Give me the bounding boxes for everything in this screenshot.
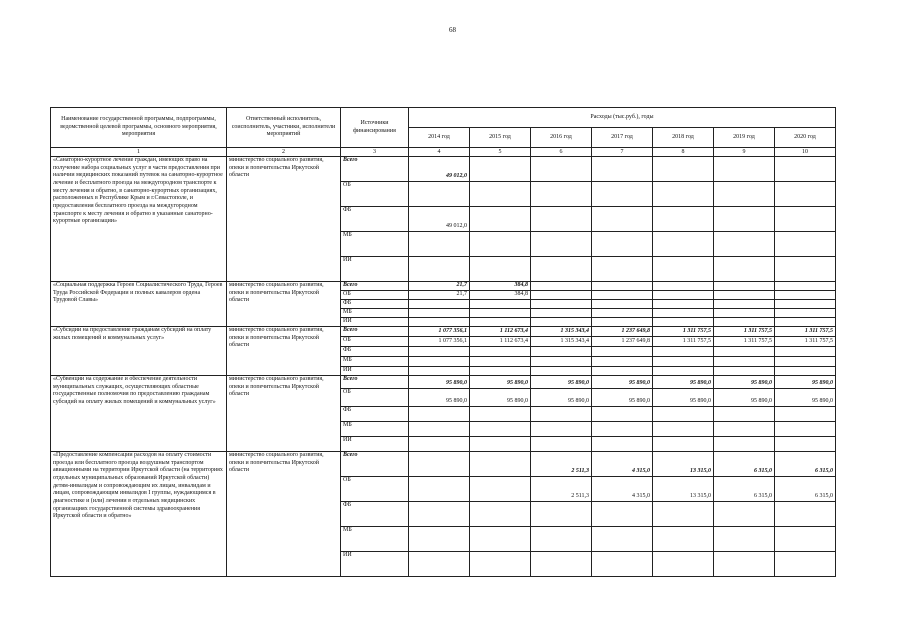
funding-source-label: МБ	[341, 422, 409, 437]
amount-cell	[714, 318, 775, 327]
table-row	[51, 376, 836, 389]
funding-source-label: Всего	[341, 282, 409, 291]
amount-cell: 2 511,3	[531, 477, 592, 502]
funding-source-label: МБ	[341, 527, 409, 552]
funding-source-label: МБ	[341, 309, 409, 318]
column-number: 5	[470, 148, 531, 157]
amount-cell	[409, 407, 470, 422]
header-year: 2016 год	[531, 128, 592, 148]
amount-cell	[592, 207, 653, 232]
amount-cell	[409, 347, 470, 357]
amount-cell	[714, 309, 775, 318]
funding-source-label: Всего	[341, 452, 409, 477]
amount-cell: 1 112 673,4	[470, 327, 531, 337]
amount-cell: 95 890,0	[531, 389, 592, 407]
amount-cell: 1 311 757,5	[775, 327, 836, 337]
amount-cell	[592, 357, 653, 367]
amount-cell: 13 315,0	[653, 452, 714, 477]
amount-cell: 95 890,0	[653, 376, 714, 389]
amount-cell	[592, 182, 653, 207]
amount-cell	[714, 367, 775, 376]
amount-cell: 95 890,0	[470, 376, 531, 389]
amount-cell	[531, 552, 592, 577]
table-row	[51, 157, 836, 182]
amount-cell: 6 315,0	[775, 477, 836, 502]
amount-cell	[775, 309, 836, 318]
amount-cell	[653, 407, 714, 422]
amount-cell	[470, 182, 531, 207]
funding-source-label: ОБ	[341, 182, 409, 207]
amount-cell	[470, 347, 531, 357]
funding-source-label: ИИ	[341, 318, 409, 327]
amount-cell	[409, 422, 470, 437]
amount-cell	[409, 257, 470, 282]
amount-cell	[775, 182, 836, 207]
amount-cell	[470, 300, 531, 309]
amount-cell	[531, 347, 592, 357]
amount-cell	[653, 309, 714, 318]
amount-cell	[775, 318, 836, 327]
amount-cell	[653, 437, 714, 452]
program-name-cell: «Санаторно-курортное лечение граждан, имеющих право на получение набора социальных услуг в части предоставления при наличии медицинских показаний путевок на санаторно-курортное лечение и бесплатного проезда на междугородном транспорте к месту лечения и обратно, в санаторно-курортных организациях, расположенных в Республике Крым и г.Севастополе, и предоставления бесплатного проезда на междугородном транспорте к месту лечения и обратно в указанные санаторно-курортные организации»	[51, 157, 227, 282]
amount-cell	[653, 357, 714, 367]
amount-cell	[531, 309, 592, 318]
amount-cell	[470, 552, 531, 577]
amount-cell: 384,8	[470, 282, 531, 291]
header-program-name: Наименование государственной программы, подпрограммы, ведомственной целевой программы, основного мероприятия, мероприятия	[51, 108, 227, 148]
amount-cell	[470, 527, 531, 552]
header-year: 2015 год	[470, 128, 531, 148]
amount-cell	[653, 257, 714, 282]
funding-source-label: МБ	[341, 357, 409, 367]
amount-cell: 21,7	[409, 282, 470, 291]
amount-cell	[531, 527, 592, 552]
amount-cell	[592, 422, 653, 437]
funding-source-label: Всего	[341, 376, 409, 389]
amount-cell	[409, 318, 470, 327]
funding-source-label: ФБ	[341, 207, 409, 232]
program-name-cell: «Предоставление компенсации расходов на оплату стоимости проезда или бесплатного проезда воздушным транспортом авиационными на территории Иркутской области (на территориях отдельных муниципальных образований Иркутской области) детям-инвалидам и сопровождающим их лицам, инвалидам и лицам, сопровождающим инвалидов I группы, нуждающимся в диагностике и (или) лечении в отдельных медицинских организациях государственной системы здравоохранения Иркутской области и обратно»	[51, 452, 227, 577]
executor-cell: министерство социального развития, опеки и попечительства Иркутской области	[227, 282, 341, 327]
amount-cell	[592, 367, 653, 376]
amount-cell	[775, 422, 836, 437]
amount-cell: 95 890,0	[409, 389, 470, 407]
amount-cell	[653, 207, 714, 232]
column-number: 2	[227, 148, 341, 157]
amount-cell	[592, 527, 653, 552]
amount-cell	[592, 300, 653, 309]
amount-cell	[592, 282, 653, 291]
amount-cell	[470, 207, 531, 232]
amount-cell	[470, 437, 531, 452]
column-number: 8	[653, 148, 714, 157]
amount-cell	[653, 367, 714, 376]
column-number: 9	[714, 148, 775, 157]
amount-cell: 95 890,0	[470, 389, 531, 407]
amount-cell: 95 890,0	[714, 376, 775, 389]
amount-cell	[592, 157, 653, 182]
amount-cell: 1 077 356,1	[409, 327, 470, 337]
amount-cell	[409, 367, 470, 376]
amount-cell	[653, 347, 714, 357]
amount-cell	[714, 407, 775, 422]
program-name-cell: «Субсидии на предоставление гражданам субсидий на оплату жилых помещений и коммунальных услуг»	[51, 327, 227, 376]
amount-cell	[409, 182, 470, 207]
header-expenses: Расходы (тыс.руб.), годы	[409, 108, 836, 128]
financing-table	[50, 107, 836, 577]
executor-cell: министерство социального развития, опеки и попечительства Иркутской области	[227, 452, 341, 577]
amount-cell: 1 311 757,5	[775, 337, 836, 347]
amount-cell	[592, 437, 653, 452]
funding-source-label: ОБ	[341, 337, 409, 347]
amount-cell	[775, 282, 836, 291]
funding-source-label: ФБ	[341, 502, 409, 527]
funding-source-label: ФБ	[341, 300, 409, 309]
amount-cell: 384,8	[470, 291, 531, 300]
amount-cell	[775, 347, 836, 357]
amount-cell	[775, 232, 836, 257]
amount-cell	[714, 552, 775, 577]
program-name-cell: «Субвенции на содержание и обеспечение деятельности муниципальных служащих, осуществляющих областные государственные полномочия по предоставлению гражданам субсидий на оплату жилых помещений и коммунальных услуг»	[51, 376, 227, 452]
amount-cell	[531, 367, 592, 376]
executor-cell: министерство социального развития, опеки и попечительства Иркутской области	[227, 327, 341, 376]
funding-source-label: МБ	[341, 232, 409, 257]
amount-cell	[531, 318, 592, 327]
amount-cell	[531, 282, 592, 291]
amount-cell	[592, 291, 653, 300]
amount-cell: 95 890,0	[775, 389, 836, 407]
funding-source-label: ОБ	[341, 389, 409, 407]
amount-cell: 95 890,0	[775, 376, 836, 389]
amount-cell	[653, 422, 714, 437]
amount-cell: 49 012,0	[409, 157, 470, 182]
amount-cell	[775, 257, 836, 282]
amount-cell	[653, 182, 714, 207]
header-year: 2018 год	[653, 128, 714, 148]
program-name-cell: «Социальная поддержка Героев Социалистического Труда, Героев Труда Российской Федерации и полных кавалеров ордена Трудовой Славы»	[51, 282, 227, 327]
amount-cell	[714, 232, 775, 257]
amount-cell: 1 311 757,5	[653, 327, 714, 337]
column-number-row	[51, 148, 836, 157]
amount-cell	[409, 502, 470, 527]
executor-cell: министерство социального развития, опеки и попечительства Иркутской области	[227, 376, 341, 452]
amount-cell	[470, 232, 531, 257]
amount-cell	[531, 407, 592, 422]
funding-source-label: Всего	[341, 157, 409, 182]
column-number: 4	[409, 148, 470, 157]
funding-source-label: ФБ	[341, 407, 409, 422]
amount-cell	[531, 257, 592, 282]
amount-cell	[531, 502, 592, 527]
amount-cell	[653, 282, 714, 291]
amount-cell	[653, 232, 714, 257]
amount-cell: 21,7	[409, 291, 470, 300]
amount-cell	[409, 477, 470, 502]
header-year: 2014 год	[409, 128, 470, 148]
column-number: 6	[531, 148, 592, 157]
amount-cell	[775, 357, 836, 367]
amount-cell	[714, 527, 775, 552]
amount-cell	[470, 318, 531, 327]
amount-cell: 1 311 757,5	[714, 327, 775, 337]
amount-cell	[409, 527, 470, 552]
table-body	[51, 157, 836, 577]
amount-cell	[775, 367, 836, 376]
header-executor: Ответственный исполнитель, соисполнитель, участники, исполнители мероприятий	[227, 108, 341, 148]
amount-cell: 4 315,0	[592, 452, 653, 477]
column-number: 1	[51, 148, 227, 157]
amount-cell	[775, 552, 836, 577]
amount-cell	[653, 527, 714, 552]
amount-cell: 49 012,0	[409, 207, 470, 232]
amount-cell	[470, 357, 531, 367]
amount-cell: 1 315 343,4	[531, 337, 592, 347]
amount-cell	[470, 157, 531, 182]
amount-cell: 95 890,0	[531, 376, 592, 389]
amount-cell: 1 315 343,4	[531, 327, 592, 337]
amount-cell	[592, 407, 653, 422]
amount-cell: 1 077 356,1	[409, 337, 470, 347]
amount-cell	[653, 552, 714, 577]
amount-cell	[653, 300, 714, 309]
amount-cell	[531, 232, 592, 257]
funding-source-label: ОБ	[341, 291, 409, 300]
amount-cell	[531, 300, 592, 309]
amount-cell: 4 315,0	[592, 477, 653, 502]
amount-cell	[470, 309, 531, 318]
amount-cell	[531, 437, 592, 452]
amount-cell	[653, 157, 714, 182]
amount-cell	[470, 477, 531, 502]
funding-source-label: ОБ	[341, 477, 409, 502]
column-number: 10	[775, 148, 836, 157]
funding-source-label: Всего	[341, 327, 409, 337]
amount-cell	[775, 527, 836, 552]
amount-cell: 6 315,0	[714, 452, 775, 477]
amount-cell	[409, 357, 470, 367]
amount-cell	[592, 502, 653, 527]
funding-source-label: ФБ	[341, 347, 409, 357]
amount-cell	[714, 347, 775, 357]
amount-cell	[653, 318, 714, 327]
amount-cell	[409, 232, 470, 257]
header-funding-source: Источники финансирования	[341, 108, 409, 148]
amount-cell: 95 890,0	[409, 376, 470, 389]
amount-cell	[714, 207, 775, 232]
amount-cell	[775, 437, 836, 452]
amount-cell	[714, 182, 775, 207]
amount-cell	[714, 157, 775, 182]
amount-cell	[592, 232, 653, 257]
page-number: 68	[449, 26, 456, 34]
amount-cell	[470, 367, 531, 376]
amount-cell: 1 237 649,8	[592, 337, 653, 347]
executor-cell: министерство социального развития, опеки и попечительства Иркутской области	[227, 157, 341, 282]
amount-cell	[592, 309, 653, 318]
amount-cell: 1 311 757,5	[714, 337, 775, 347]
funding-source-label: ИИ	[341, 552, 409, 577]
amount-cell	[714, 291, 775, 300]
amount-cell	[409, 300, 470, 309]
amount-cell: 2 511,3	[531, 452, 592, 477]
amount-cell	[775, 291, 836, 300]
funding-source-label: ИИ	[341, 257, 409, 282]
funding-source-label: ИИ	[341, 437, 409, 452]
amount-cell	[653, 291, 714, 300]
amount-cell	[714, 282, 775, 291]
amount-cell: 95 890,0	[592, 376, 653, 389]
amount-cell	[470, 502, 531, 527]
amount-cell	[775, 207, 836, 232]
amount-cell	[775, 157, 836, 182]
amount-cell: 95 890,0	[653, 389, 714, 407]
amount-cell: 95 890,0	[592, 389, 653, 407]
table-row	[51, 282, 836, 291]
amount-cell	[714, 422, 775, 437]
amount-cell	[531, 291, 592, 300]
amount-cell	[775, 300, 836, 309]
amount-cell	[592, 347, 653, 357]
amount-cell	[409, 309, 470, 318]
amount-cell	[470, 422, 531, 437]
funding-source-label: ИИ	[341, 367, 409, 376]
amount-cell	[531, 157, 592, 182]
amount-cell	[592, 257, 653, 282]
amount-cell: 6 315,0	[714, 477, 775, 502]
amount-cell	[714, 357, 775, 367]
amount-cell	[409, 437, 470, 452]
amount-cell: 1 237 649,8	[592, 327, 653, 337]
amount-cell	[531, 357, 592, 367]
amount-cell: 13 315,0	[653, 477, 714, 502]
column-number: 3	[341, 148, 409, 157]
amount-cell: 1 112 673,4	[470, 337, 531, 347]
amount-cell	[409, 452, 470, 477]
table-row	[51, 327, 836, 337]
amount-cell	[470, 452, 531, 477]
amount-cell	[714, 437, 775, 452]
amount-cell	[470, 407, 531, 422]
table-row	[51, 452, 836, 477]
header-year: 2017 год	[592, 128, 653, 148]
amount-cell	[592, 552, 653, 577]
amount-cell	[653, 502, 714, 527]
amount-cell	[531, 207, 592, 232]
amount-cell: 95 890,0	[714, 389, 775, 407]
amount-cell	[714, 300, 775, 309]
amount-cell	[470, 257, 531, 282]
header-year: 2019 год	[714, 128, 775, 148]
amount-cell	[775, 407, 836, 422]
amount-cell: 1 311 757,5	[653, 337, 714, 347]
amount-cell	[714, 502, 775, 527]
amount-cell	[592, 318, 653, 327]
amount-cell: 6 315,0	[775, 452, 836, 477]
amount-cell	[409, 552, 470, 577]
amount-cell	[531, 182, 592, 207]
amount-cell	[714, 257, 775, 282]
header-year: 2020 год	[775, 128, 836, 148]
amount-cell	[775, 502, 836, 527]
amount-cell	[531, 422, 592, 437]
column-number: 7	[592, 148, 653, 157]
